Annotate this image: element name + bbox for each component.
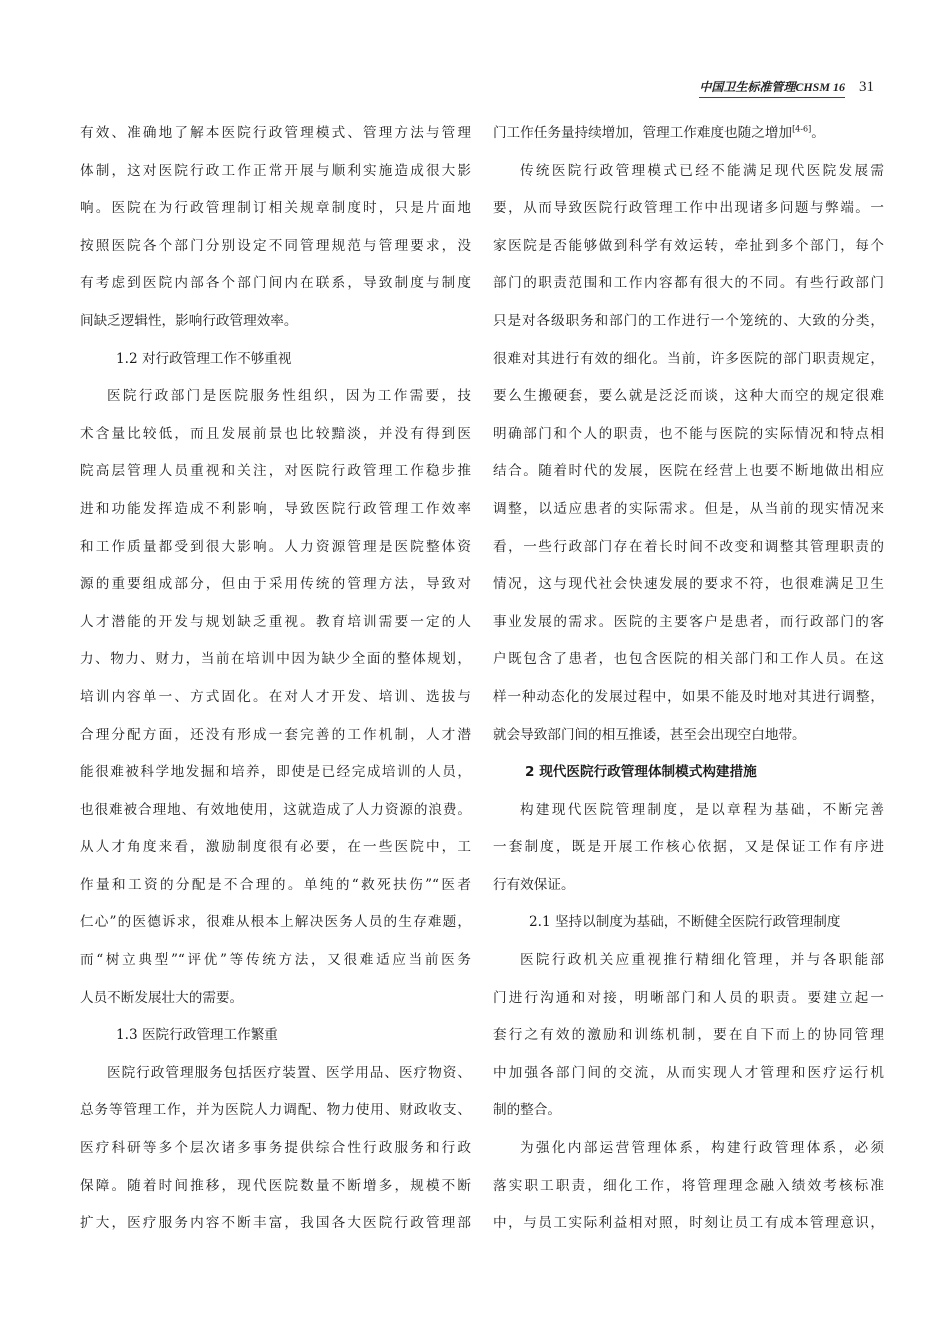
text-line: 有效、准确地了解本医院行政管理模式、管理方法与管理 [80,125,471,141]
text-line: 人员不断发展壮大的需要。 [80,989,244,1006]
section-heading-2: 2 现代医院行政管理体制模式构建措施 [525,764,757,781]
section-heading-1-2: 1.2 对行政管理工作不够重视 [116,350,292,367]
text-line: 套行之有效的激励和训练机制，要在自下而上的协同管理 [493,1027,884,1044]
text-line: 力、物力、财力，当前在培训中因为缺少全面的整体规划， [80,651,471,668]
text-line: 样一种动态化的发展过程中，如果不能及时地对其进行调整， [493,688,884,705]
journal-name: 中国卫生标准管理CHSM 16 [699,78,845,98]
text-line: 培训内容单一、方式固化。在对人才开发、培训、选拔与 [80,688,471,705]
text-line: 家医院是否能够做到科学有效运转，牵扯到多个部门，每个 [493,237,884,254]
text-line [493,119,884,157]
text-line: 和工作质量都受到很大影响。人力资源管理是医院整体资 [80,538,471,555]
text-line: 院高层管理人员重视和关注，对医院行政管理工作稳步推 [80,463,471,480]
text-line: 体制，这对医院行政工作正常开展与顺利实施造成很大影 [80,162,471,179]
text-line: 能很难被科学地发掘和培养，即使是已经完成培训的人员， [80,764,471,781]
text-line: 传统医院行政管理模式已经不能满足现代医院发展需 [520,162,884,179]
text-line: 落实职工职责，细化工作，将管理理念融入绩效考核标准 [493,1177,884,1194]
text-line: 中加强各部门间的交流，从而实现人才管理和医疗运行机 [493,1064,884,1081]
text-line: 很难对其进行有效的细化。当前，许多医院的部门职责规定， [493,350,884,367]
text-line: 有考虑到医院内部各个部门间内在联系，导致制度与制度 [80,275,471,292]
text-line: 调整，以适应患者的实际需求。但是，从当前的现实情况来 [493,500,884,517]
text-line: 按照医院各个部门分别设定不同管理规范与管理要求，没 [80,237,471,254]
text-line: 仁心”的医德诉求，很难从根本上解决医务人员的生存难题， [80,914,471,931]
text-line: 明确部门和个人的职责，也不能与医院的实际情况和特点相 [493,425,884,442]
text-line: 要，从而导致医院行政管理工作中出现诸多问题与弊端。一 [493,200,884,217]
text-segment: 。 [811,125,825,141]
text-line: 作量和工资的分配是不合理的。单纯的“救死扶伤”“医者 [80,876,471,893]
text-line: 进和功能发挥造成不利影响，导致医院行政管理工作效率 [80,500,471,517]
text-line: 行有效保证。 [493,876,575,893]
section-heading-2-1: 2.1 坚持以制度为基础，不断健全医院行政管理制度 [529,914,841,931]
text-line: 制的整合。 [493,1102,561,1119]
text-line: 构建现代医院管理制度，是以章程为基础，不断完善 [520,801,884,818]
text-line: 只是对各级职务和部门的工作进行一个笼统的、大致的分类， [493,312,884,329]
text-line: 部门的职责范围和工作内容都有很大的不同。有些行政部门 [493,275,884,292]
text-line: 情况，这与现代社会快速发展的要求不符，也很难满足卫生 [493,576,884,593]
text-line: 为强化内部运营管理体系，构建行政管理体系，必须 [520,1140,884,1157]
text-line: 医院行政管理服务包括医疗装置、医学用品、医疗物资、 [107,1064,471,1081]
text-line: 户既包含了患者，也包含医院的相关部门和工作人员。在这 [493,651,884,668]
running-header [699,78,874,98]
text-line: 扩大，医疗服务内容不断丰富，我国各大医院行政管理部 [80,1215,471,1232]
citation[interactable]: [4-6] [792,124,812,134]
text-line: 术含量比较低，而且发展前景也比较黯淡，并没有得到医 [80,425,471,442]
text-line: 事业发展的需求。医院的主要客户是患者，而行政部门的客 [493,613,884,630]
text-line: 也很难被合理地、有效地使用，这就造成了人力资源的浪费。 [80,801,471,818]
text-line: 保障。随着时间推移，现代医院数量不断增多，规模不断 [80,1177,471,1194]
text-line: 看，一些行政部门存在着长时间不改变和调整其管理职责的 [493,538,884,555]
text-line: 结合。随着时代的发展，医院在经营上也要不断地做出相应 [493,463,884,480]
text-line: 间缺乏逻辑性，影响行政管理效率。 [80,312,298,329]
section-heading-1-3: 1.3 医院行政管理工作繁重 [116,1027,278,1044]
text-line: 响。医院在为行政管理制订相关规章制度时，只是片面地 [80,200,471,217]
text-line: 中，与员工实际利益相对照，时刻让员工有成本管理意识， [493,1215,884,1232]
text-line: 要么生搬硬套，要么就是泛泛而谈，这种大而空的规定很难 [493,388,884,405]
text-line: 医院行政机关应重视推行精细化管理，并与各职能部 [520,952,884,969]
text-line: 而“树立典型”“评优”等传统方法，又很难适应当前医务 [80,952,471,969]
text-line: 源的重要组成部分，但由于采用传统的管理方法，导致对 [80,576,471,593]
text-line: 就会导致部门间的相互推诿，甚至会出现空白地带。 [493,726,806,743]
text-line: 医疗科研等多个层次诸多事务提供综合性行政服务和行政 [80,1140,471,1157]
text-segment: 门工作任务量持续增加，管理工作难度也随之增加 [493,125,793,141]
right-column [493,119,884,1247]
page-number: 31 [859,79,874,95]
text-line: 医院行政部门是医院服务性组织，因为工作需要，技 [107,388,471,405]
text-line: 人才潜能的开发与规划缺乏重视。教育培训需要一定的人 [80,613,471,630]
text-line: 从人才角度来看，激励制度很有必要，在一些医院中，工 [80,839,471,856]
text-line: 总务等管理工作，并为医院人力调配、物力使用、财政收支、 [80,1102,471,1119]
text-line: 门进行沟通和对接，明晰部门和人员的职责。要建立起一 [493,989,884,1006]
left-column [80,119,471,1247]
text-line: 合理分配方面，还没有形成一套完善的工作机制，人才潜 [80,726,471,743]
text-line: 一套制度，既是开展工作核心依据，又是保证工作有序进 [493,839,884,856]
